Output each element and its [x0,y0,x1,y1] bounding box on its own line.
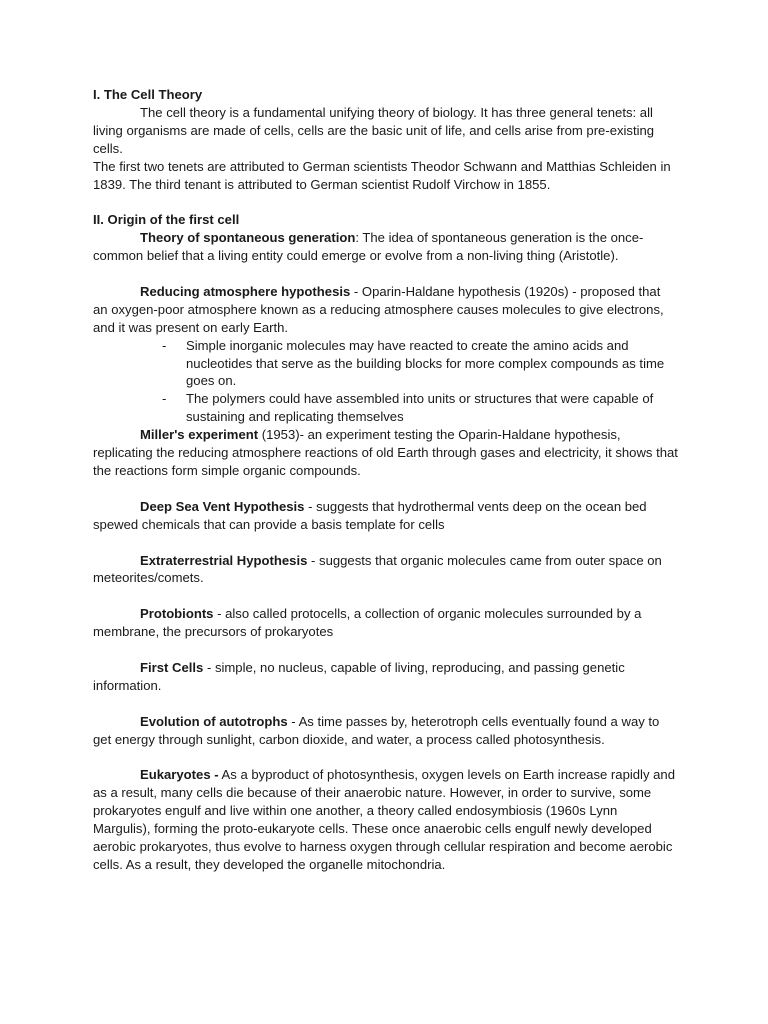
dash-bullet: - [162,391,167,407]
term: Reducing atmosphere hypothesis [140,283,351,299]
section-heading-cell-theory: I. The Cell Theory [93,87,203,102]
definition: As a byproduct of photosynthesis, oxygen levels on Earth increase rapidly and as a result, many cells die because of their anaerobic nature. However, in order to survive, some prokaryotes engulf and live within one another, a theory called endosymbiosis (1960s Lynn Margulis), forming the proto-eukaryote cells. These once anaerobic cells engulf newly developed aerobic prokaryotes, thus evolve to harness oxygen through cellular respiration and become aerobic cells. As a result, they developed the organelle mitochondria. [93,767,675,872]
document-page [93,86,678,874]
definition: : The idea of spontaneous generation is the once-common belief that a living entity could emerge or evolve from a non-living thing (Aristotle). [93,230,644,264]
term: Eukaryotes - [140,767,219,783]
section-heading-origin: II. Origin of the first cell [93,212,240,228]
dash-bullet: - [162,337,167,353]
term: Theory of spontaneous generation [140,230,356,246]
spacer [93,534,678,552]
list-item: - Simple inorganic molecules may have reacted to create the amino acids and nucleotides that serve as the building blocks for more complex compounds as time goes on. [162,337,665,389]
definition: - Oparin-Haldane hypothesis (1920s) - proposed that an oxygen-poor atmosphere known as a reducing atmosphere causes molecules to give electrons, and it was present on early Earth. [93,283,664,335]
spontaneous-generation-paragraph [93,229,678,265]
spacer [93,480,678,498]
list-item: - The polymers could have assembled into units or structures that were capable of sustaining and replicating themselves [162,391,654,425]
cell-theory-attribution-paragraph: The first two tenets are attributed to German scientists Theodor Schwann and Matthias Schleiden in 1839. The third tenant is attributed to German scientist Rudolf Virchow in 1855. [93,158,671,192]
spacer [93,748,678,766]
autotrophs-paragraph [93,713,678,749]
spacer [93,193,678,211]
spacer [93,695,678,713]
first-cells-paragraph [93,659,678,695]
reducing-atmosphere-paragraph [93,283,678,337]
definition: - simple, no nucleus, capable of living, reproducing, and passing genetic information. [93,659,625,693]
extraterrestrial-paragraph [93,552,678,588]
reducing-atmosphere-list [93,337,678,427]
cell-theory-paragraph: The cell theory is a fundamental unifying theory of biology. It has three general tenets: all living organisms are made of cells, cells are the basic unit of life, and cells arise from pre-existing cells. [93,104,655,156]
definition: - also called protocells, a collection of organic molecules surrounded by a membrane, the precursors of prokaryotes [93,606,642,640]
definition: - suggests that hydrothermal vents deep on the ocean bed spewed chemicals that can provide a basis template for cells [93,498,647,532]
definition: - suggests that organic molecules came from outer space on meteorites/comets. [93,552,662,586]
term: Protobionts [140,606,214,622]
deep-sea-vent-paragraph [93,498,678,534]
term: First Cells [140,659,204,675]
term: Miller's experiment [140,427,259,443]
protobionts-paragraph [93,605,678,641]
spacer [93,265,678,283]
definition: (1953)- an experiment testing the Oparin-Haldane hypothesis, replicating the reducing atmosphere reactions of old Earth through gases and electricity, it shows that the reactions form simple organic compounds. [93,427,678,478]
term: Evolution of autotrophs [140,713,288,729]
definition: - As time passes by, heterotroph cells eventually found a way to get energy through sunlight, carbon dioxide, and water, a process called photosynthesis. [93,713,660,747]
spacer [93,587,678,605]
term: Deep Sea Vent Hypothesis [140,498,305,514]
eukaryotes-paragraph [93,766,678,873]
term: Extraterrestrial Hypothesis [140,552,308,568]
miller-experiment-paragraph [93,426,678,480]
spacer [93,641,678,659]
